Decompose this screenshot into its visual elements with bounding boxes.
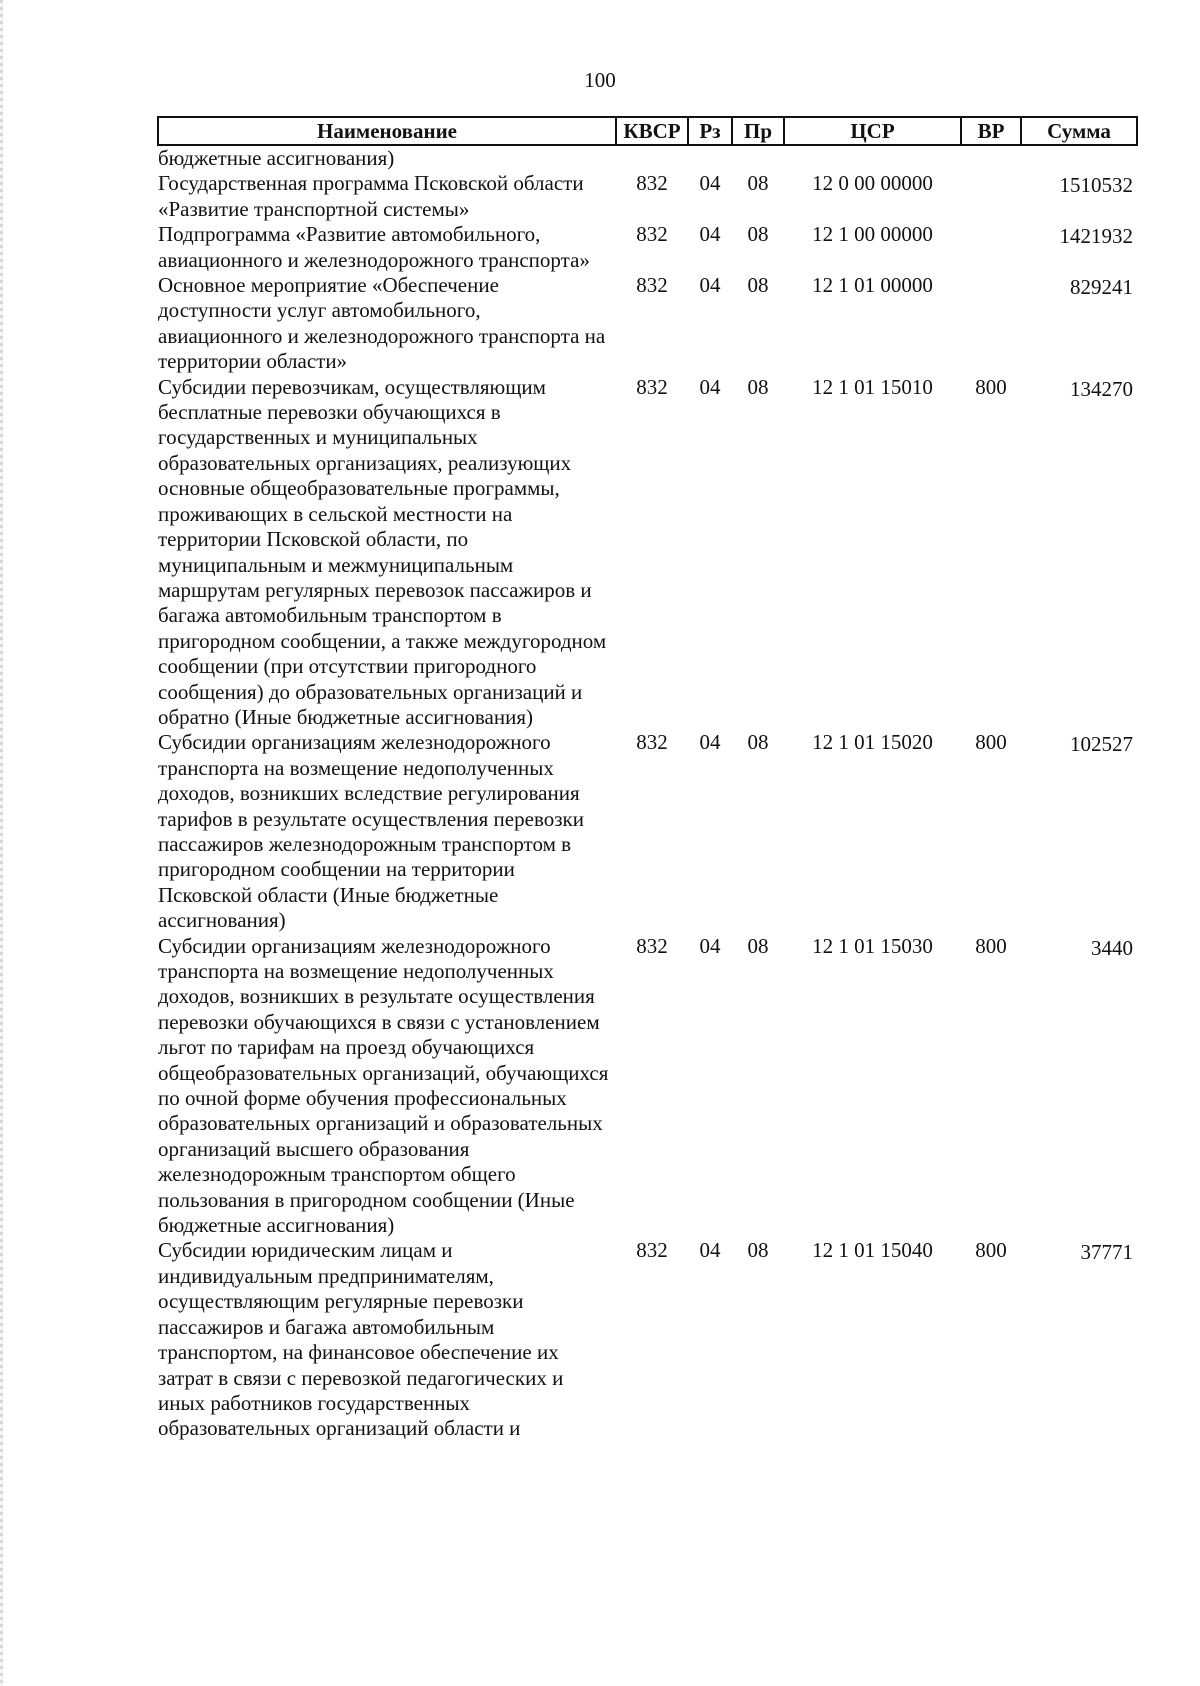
table-row — [158, 273, 1137, 375]
row-name: Субсидии перевозчикам, осуществляющим бесплатные перевозки обучающихся в государственных и муниципальных образовательных организациях, реализующих основные общеобразовательные программы, проживающих в сельской местности на территории Псковской области, по муниципальным и межмуниципальным маршрутам регулярных перевозок пассажиров и багажа автомобильным транспортом в пригородном сообщении, а также междугородном сообщении (при отсутствии пригородного сообщения) до образовательных организаций и обратно (Иные бюджетные ассигнования) — [158, 374, 607, 729]
table-row — [158, 171, 1137, 222]
row-kvsr: 832 — [636, 171, 668, 196]
row-kvsr: 832 — [636, 1238, 668, 1263]
continuation-text: бюджетные ассигнования) — [158, 146, 395, 170]
row-rz: 04 — [699, 171, 721, 196]
row-vr: 800 — [975, 730, 1007, 755]
row-name: Субсидии организациям железнодорожного транспорта на возмещение недополученных доходов, возникших в результате осуществления перевозки обучающихся в связи с установлением льгот по тарифам на проезд обучающихся общеобразовательных организаций, обучающихся по очной форме обучения профессиональных образовательных организаций и образовательных организаций высшего образования железнодорожным транспортом общего пользования в пригородном сообщении (Иные бюджетные ассигнования) — [158, 933, 609, 1238]
row-vr — [961, 222, 1021, 273]
row-rz: 04 — [699, 730, 721, 755]
row-csr: 12 1 01 15020 — [812, 730, 933, 755]
row-pr: 08 — [747, 1238, 769, 1263]
row-csr: 12 1 01 00000 — [812, 273, 933, 298]
table-row — [158, 730, 1137, 933]
page-number: 100 — [584, 68, 616, 92]
row-csr: 12 1 00 00000 — [812, 222, 933, 247]
row-csr: 12 0 00 00000 — [812, 171, 933, 196]
row-kvsr: 832 — [636, 933, 668, 958]
row-pr: 08 — [747, 374, 769, 399]
header-rz: Рз — [688, 117, 732, 145]
header-vr: ВР — [961, 117, 1021, 145]
header-sum: Сумма — [1021, 117, 1137, 145]
row-csr: 12 1 01 15030 — [812, 933, 933, 958]
row-name: Подпрограмма «Развитие автомобильного, авиационного и железнодорожного транспорта» — [158, 222, 590, 272]
row-vr: 800 — [975, 1238, 1007, 1263]
row-rz: 04 — [699, 273, 721, 298]
row-kvsr: 832 — [636, 222, 668, 247]
row-csr: 12 1 01 15040 — [812, 1238, 933, 1263]
row-rz: 04 — [699, 933, 721, 958]
table-row — [158, 375, 1137, 731]
row-kvsr: 832 — [636, 730, 668, 755]
row-pr: 08 — [747, 933, 769, 958]
row-pr: 08 — [747, 730, 769, 755]
header-name: Наименование — [158, 117, 616, 145]
row-name: Государственная программа Псковской области «Развитие транспортной системы» — [158, 171, 584, 221]
row-sum: 134270 — [1070, 376, 1133, 401]
row-rz: 04 — [699, 222, 721, 247]
row-vr — [961, 171, 1021, 222]
row-sum: 3440 — [1091, 935, 1133, 960]
row-sum: 102527 — [1070, 732, 1133, 757]
row-sum: 829241 — [1070, 275, 1133, 300]
header-csr: ЦСР — [784, 117, 961, 145]
table-row — [158, 222, 1137, 273]
continuation-row — [158, 145, 1137, 171]
row-name: Субсидии организациям железнодорожного транспорта на возмещение недополученных доходов, возникших вследствие регулирования тарифов в результате осуществления перевозки пассажиров железнодорожным транспортом в пригородном сообщении на территории Псковской области (Иные бюджетные ассигнования) — [158, 730, 584, 933]
row-name: Субсидии юридическим лицам и индивидуальным предпринимателям, осуществляющим регулярные перевозки пассажиров и багажа автомобильным транспортом, на финансовое обеспечение их затрат в связи с перевозкой педагогических и иных работников государственных образовательных организаций области и — [158, 1238, 564, 1441]
row-csr: 12 1 01 15010 — [812, 374, 933, 399]
row-vr: 800 — [975, 933, 1007, 958]
row-rz: 04 — [699, 374, 721, 399]
budget-table — [157, 116, 1138, 1442]
row-sum: 37771 — [1080, 1240, 1133, 1265]
row-pr: 08 — [747, 171, 769, 196]
row-name: Основное мероприятие «Обеспечение доступности услуг автомобильного, авиационного и железнодорожного транспорта на территории области» — [158, 273, 606, 374]
row-rz: 04 — [699, 1238, 721, 1263]
table-row — [158, 934, 1137, 1239]
row-sum: 1421932 — [1059, 224, 1133, 249]
table-row — [158, 1238, 1137, 1441]
table-header-row — [158, 117, 1137, 145]
row-pr: 08 — [747, 273, 769, 298]
row-sum: 1510532 — [1059, 173, 1133, 198]
scan-edge — [0, 0, 3, 1686]
row-pr: 08 — [747, 222, 769, 247]
row-kvsr: 832 — [636, 273, 668, 298]
row-vr: 800 — [975, 374, 1007, 399]
row-vr — [961, 273, 1021, 375]
row-kvsr: 832 — [636, 374, 668, 399]
header-kvsr: КВСР — [616, 117, 688, 145]
header-pr: Пр — [732, 117, 784, 145]
